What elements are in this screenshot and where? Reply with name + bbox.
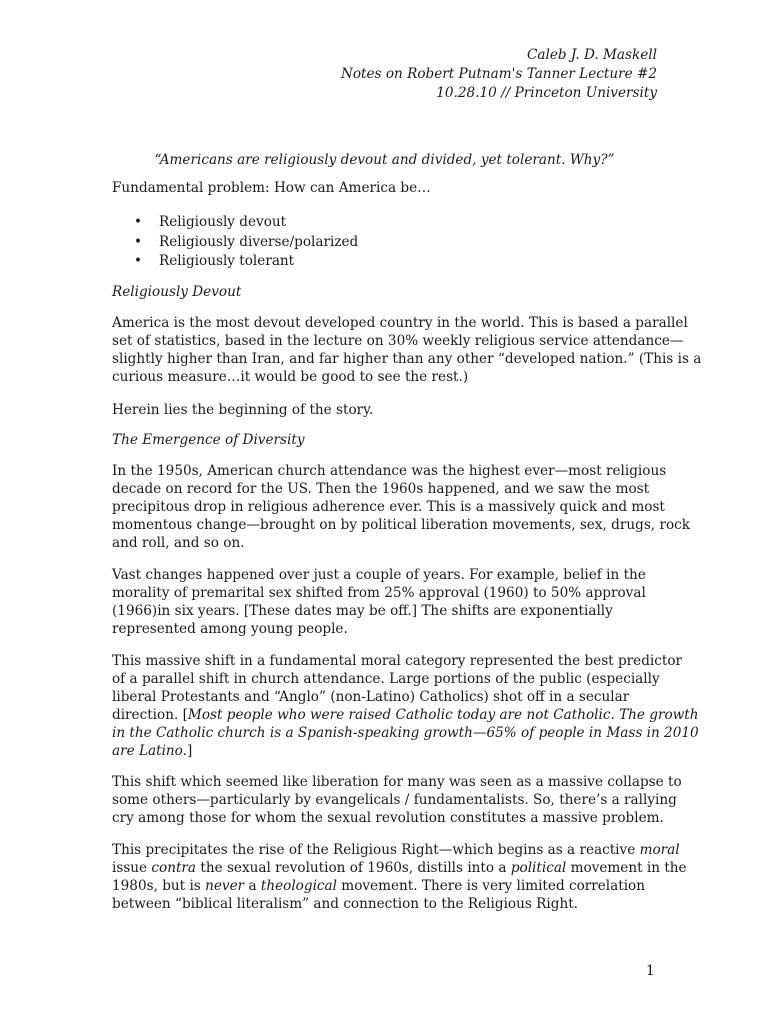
bullet-glyph: • (134, 253, 143, 269)
text-line: momentous change—brought on by political liberation movements, sex, drugs, rock (112, 517, 690, 533)
text-line: set of statistics, based in the lecture on 30% weekly religious service attendance— (112, 333, 684, 349)
text-line (112, 743, 192, 759)
text-run: ] (186, 743, 193, 759)
text-run: movement. There is very limited correlation (336, 878, 646, 894)
text-line (112, 707, 699, 723)
document-page (112, 0, 702, 1024)
paragraph-diversity-4 (112, 773, 682, 827)
text-line (112, 860, 687, 876)
italic-word: political (510, 860, 567, 876)
italic-word: contra (151, 860, 197, 876)
italic-note: Most people who were raised Catholic today are not Catholic. The growth (187, 707, 699, 723)
text-line: slightly higher than Iran, and far higher than any other “developed nation.” (This is a (112, 351, 702, 367)
italic-word: theological (260, 878, 337, 894)
text-run: the sexual revolution of 1960s, distills into a (196, 860, 511, 876)
page-number: 1 (646, 963, 655, 979)
text-run: direction. [ (112, 707, 188, 723)
text-line: precipitous drop in religious adherence ever. This is a massively quick and most (112, 499, 665, 515)
paragraph-diversity-1 (112, 462, 690, 552)
bullet-glyph: • (134, 233, 143, 250)
text-run: movement in the (566, 860, 687, 876)
italic-word: never (205, 878, 245, 894)
bullet-text: Religiously diverse/polarized (159, 233, 359, 250)
intro-line: Fundamental problem: How can America be… (112, 180, 431, 196)
text-line: represented among young people. (112, 621, 348, 637)
bullet-text: Religiously tolerant (159, 253, 295, 269)
bullet-text: Religiously devout (159, 214, 287, 230)
lecture-quote: “Americans are religiously devout and divided, yet tolerant. Why?” (154, 152, 615, 168)
text-line: of a parallel shift in church attendance. Large portions of the public (especially (112, 671, 660, 687)
date-and-place: 10.28.10 // Princeton University (436, 85, 657, 101)
text-run: 1980s, but is (112, 878, 206, 894)
paragraph-devout-1 (112, 314, 702, 386)
italic-word: moral (639, 842, 680, 858)
text-run: This precipitates the rise of the Religious Right—which begins as a reactive (112, 842, 640, 858)
text-line: This massive shift in a fundamental moral category represented the best predictor (112, 653, 683, 669)
paragraph-diversity-2 (112, 566, 657, 638)
section-heading-devout: Religiously Devout (112, 284, 242, 300)
text-line: decade on record for the US. Then the 1960s happened, and we saw the most (112, 481, 650, 497)
italic-note: in the Catholic church is a Spanish-speaking growth—65% of people in Mass in 2010 (112, 725, 699, 741)
text-run: a (244, 878, 261, 894)
document-header (341, 46, 657, 103)
bullet-item (112, 252, 657, 272)
text-line: and roll, and so on. (112, 535, 245, 551)
italic-note: are Latino. (112, 743, 187, 759)
text-line: Vast changes happened over just a couple of years. For example, belief in the (112, 567, 646, 583)
text-line: morality of premarital sex shifted from 25% approval (1960) to 50% approval (112, 585, 646, 601)
text-line: some others—particularly by evangelicals / fundamentalists. So, there’s a rallying (112, 792, 677, 808)
text-line (112, 878, 645, 894)
document-title: Notes on Robert Putnam's Tanner Lecture #2 (340, 66, 657, 82)
text-line: curious measure…it would be good to see the rest.) (112, 369, 469, 385)
text-line: cry among those for whom the sexual revolution constitutes a massive problem. (112, 810, 664, 826)
text-line: liberal Protestants and “Anglo” (non-Latino) Catholics) shot off in a secular (112, 689, 630, 705)
text-line: between “biblical literalism” and connection to the Religious Right. (112, 896, 578, 912)
bullet-item (112, 233, 657, 253)
text-line: (1966)in six years. [These dates may be off.] The shifts are exponentially (112, 603, 613, 619)
bullet-glyph: • (134, 214, 143, 230)
author-name: Caleb J. D. Maskell (527, 47, 657, 63)
paragraph-diversity-3 (112, 652, 699, 760)
text-line: This shift which seemed like liberation for many was seen as a massive collapse to (112, 774, 682, 790)
text-line (112, 842, 680, 858)
paragraph-devout-2: Herein lies the beginning of the story. (112, 402, 374, 418)
text-run: issue (112, 860, 152, 876)
bullet-item (112, 213, 657, 233)
text-line: In the 1950s, American church attendance was the highest ever—most religious (112, 463, 667, 479)
paragraph-diversity-5 (112, 841, 687, 913)
text-line: America is the most devout developed country in the world. This is based a parallel (112, 315, 688, 331)
section-heading-diversity: The Emergence of Diversity (112, 432, 305, 448)
bullet-list (112, 213, 657, 272)
